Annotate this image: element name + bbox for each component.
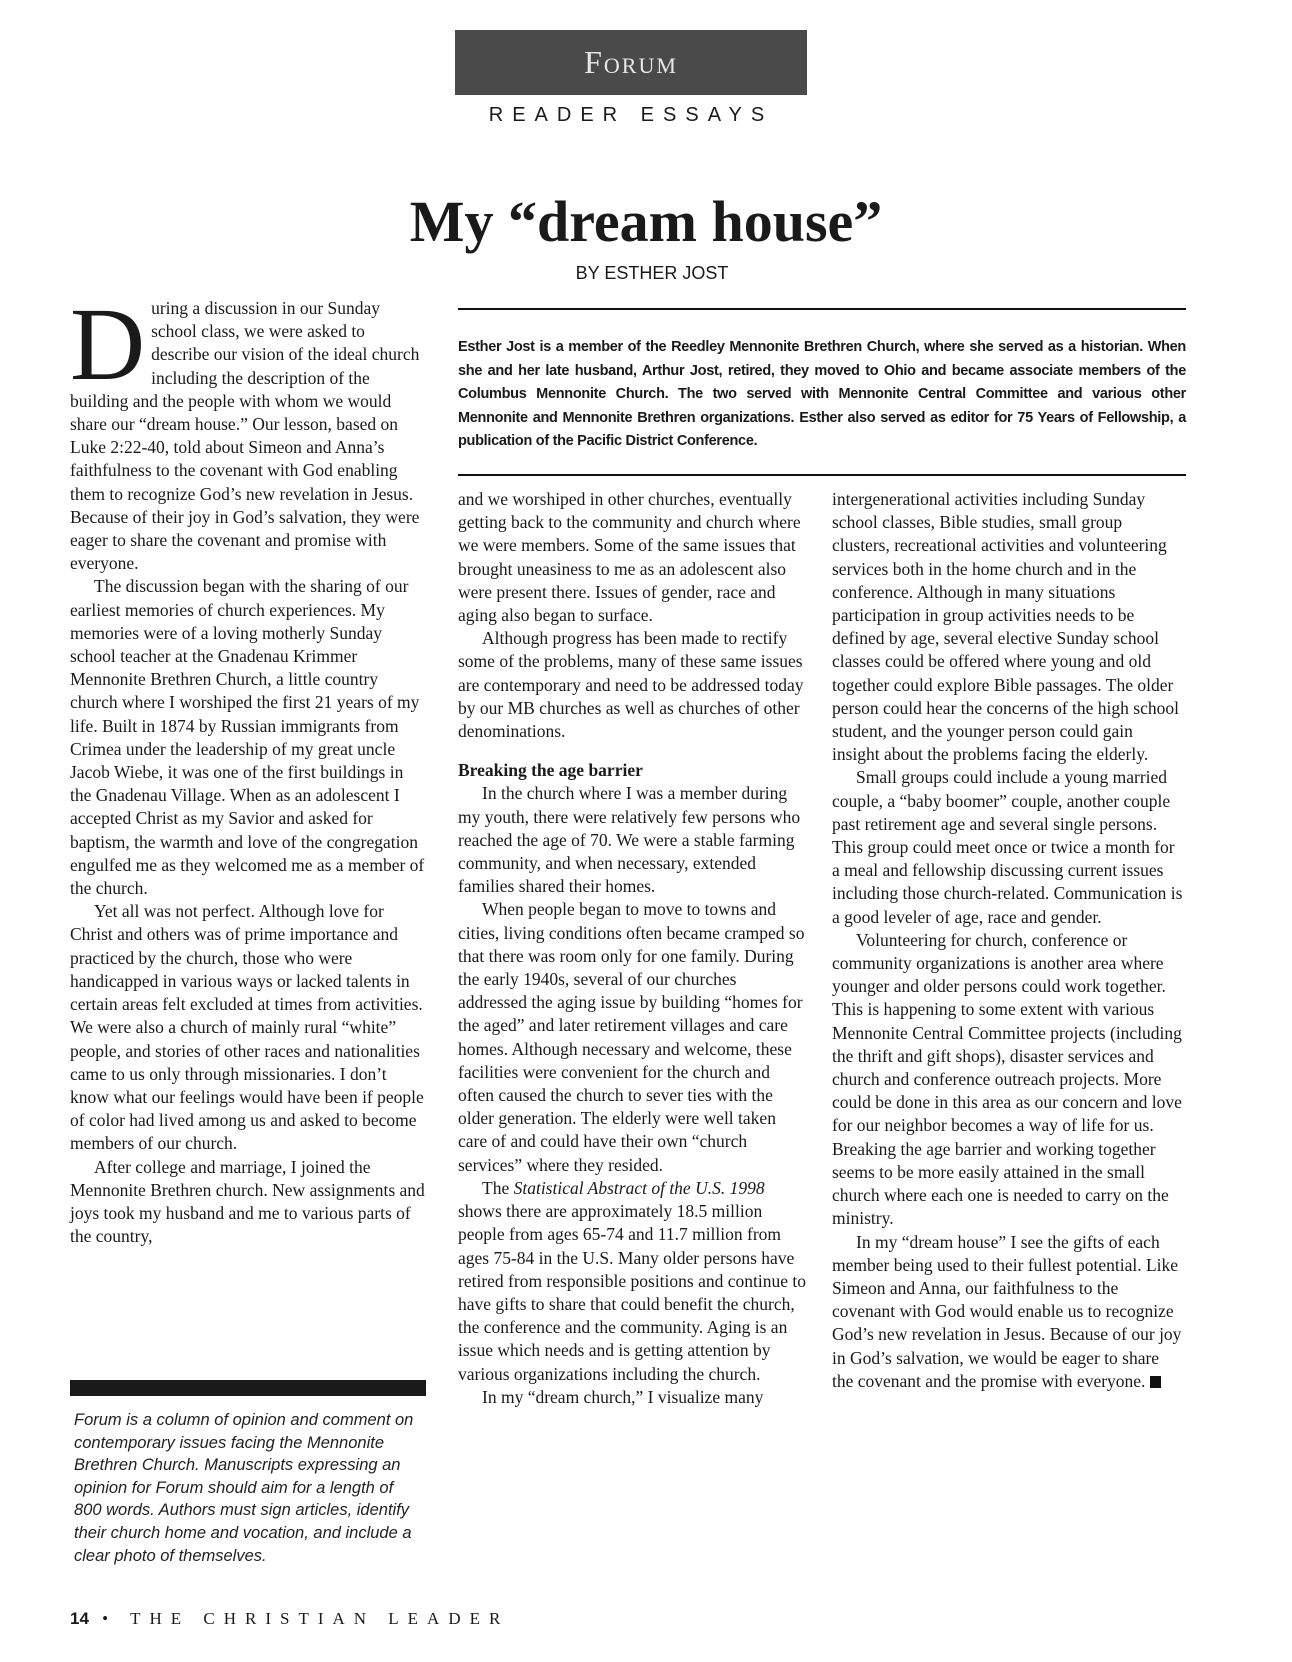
byline: BY ESTHER JOST [575, 263, 729, 283]
drop-cap: D [70, 287, 146, 402]
paragraph-11: intergenerational activities including Sunday school classes, Bible studies, small group clusters, recreational activities and volunteering services both in the home church and in the conference. Although in many situations participation in group activities needs to be defined by age, several elective Sunday school classes could be offered where young and old together could explore Bible passages. The older person could hear the concerns of the high school student, and the younger person could gain insight about the problems facing the elderly. [832, 489, 1179, 765]
column-2 [458, 488, 808, 1409]
page-footer [70, 1609, 509, 1629]
forum-label: Forum [584, 44, 678, 80]
paragraph-2: The discussion began with the sharing of our earliest memories of church experiences. My memories were of a loving motherly Sunday school teacher at the Gnadenau Krimmer Mennonite Brethren Church, a little country church where I worshiped the first 21 years of my life. Built in 1874 by Russian immigrants from Crimea under the leadership of my great uncle Jacob Wiebe, it was one of the first buildings in the Gnadenau Village. When as an adolescent I accepted Christ as my Savior and asked for baptism, the warmth and love of the congregation engulfed me as they welcomed me as a member of the church. [70, 576, 425, 899]
bio-bottom-rule [458, 474, 1186, 476]
page-number: 14 [70, 1609, 89, 1628]
paragraph-6: Although progress has been made to rectify some of the problems, many of these same issues are contemporary and need to be addressed today by our MB churches as well as churches of other denominations. [458, 628, 804, 742]
paragraph-7: In the church where I was a member during my youth, there were relatively few persons who reached the age of 70. We were a stable farming community, and when necessary, extended families shared their homes. [458, 783, 801, 897]
paragraph-14: In my “dream house” I see the gifts of each member being used to their fullest potential. Like Simeon and Anna, our faithfulness to the covenant with God would enable us to recognize God’s new revelation in Jesus. Because of our joy in God’s salvation, we would be eager to share the covenant and the promise with everyone. [832, 1231, 1182, 1391]
column-1 [70, 287, 426, 1248]
paragraph-5: and we worshiped in other churches, eventually getting back to the community and church where we were members. Some of the same issues that brought uneasiness to me as an adolescent also were present there. Issues of gender, race and aging also began to surface. [458, 489, 801, 626]
footer-separator: • [102, 1609, 118, 1628]
forum-note: Forum is a column of opinion and comment on contemporary issues facing the Mennonite Brethren Church. Manuscripts expressing an opinion for Forum should aim for a length of 800 words. Authors must sign articles, identify their church home and vocation, and include a clear photo of themselves. [74, 1411, 414, 1565]
forum-note-bar [70, 1380, 426, 1396]
author-bio: Esther Jost is a member of the Reedley Mennonite Brethren Church, where she served as a historian. When she and her late husband, Arthur Jost, retired, they moved to Ohio and became associate members of the Columbus Mennonite Church. The two served with Mennonite Central Committee and various other Mennonite and Mennonite Brethren organizations. Esther also served as editor for 75 Years of Fellowship, a publication of the Pacific District Conference. [458, 339, 1186, 449]
bio-top-rule [458, 308, 1186, 310]
publication-citation: Statistical Abstract of the U.S. 1998 [513, 1177, 765, 1198]
paragraph-10: In my “dream church,” I visualize many [482, 1386, 764, 1407]
section-label: READER ESSAYS [488, 104, 774, 126]
article-title: My “dream house” [409, 189, 883, 254]
paragraph-9: The Statistical Abstract of the U.S. 1998 shows there are approximately 18.5 million people from ages 65-74 and 11.7 million from ages 75-84 in the U.S. Many older persons have retired from responsible positions and continue to have gifts to share that could benefit the church, the conference and the community. Aging is an issue which needs and is getting attention by various organizations including the church. [458, 1177, 806, 1384]
paragraph-1: During a discussion in our Sunday school class, we were asked to describe our vision of the ideal church including the description of the building and the people with whom we would share our “dream house.” Our lesson, based on Luke 2:22-40, told about Simeon and Anna’s faithfulness to the covenant with God enabling them to recognize God’s new revelation in Jesus. Because of their joy in God’s salvation, they were eager to share the covenant and promise with everyone. [70, 287, 420, 574]
paragraph-13: Volunteering for church, conference or community organizations is another area where younger and older persons could work together. This is happening to some extent with various Mennonite Central Committee projects (including the thrift and gift shops), disaster services and church and conference outreach projects. More could be done in this area as our concern and love for our neighbor becomes a way of life for us. Breaking the age barrier and working together seems to be more easily attained in the small church where each one is needed to carry on the ministry. [832, 929, 1182, 1229]
paragraph-3: Yet all was not perfect. Although love for Christ and others was of prime importance and practiced by the church, those who were handicapped in various ways or lacked talents in certain areas felt excluded at times from activities. We were also a church of mainly rural “white” people, and stories of other races and nationalities came to us only through missionaries. I don’t know what our feelings would have been if people of color had lived among us and asked to become members of our church. [70, 901, 424, 1154]
end-mark-icon [1150, 1376, 1161, 1388]
paragraph-12: Small groups could include a young married couple, a “baby boomer” couple, another couple past retirement age and several single persons. This group could meet once or twice a month for a meal and fellowship discussing current issues including those church-related. Communication is a good leveler of age, race and gender. [832, 767, 1183, 927]
subhead: Breaking the age barrier [458, 760, 643, 781]
forum-header-box [455, 30, 807, 95]
paragraph-8: When people began to move to towns and cities, living conditions often became cramped so that there was room only for one family. During the early 1940s, several of our churches addressed the aging issue by building “homes for the aged” and later retirement villages and care homes. Although necessary and welcome, these facilities were convenient for the church and often caused the church to sever ties with the older generation. The elderly were well taken care of and could have their own “church services” where they resided. [458, 899, 805, 1175]
publication-name: THE CHRISTIAN LEADER [130, 1609, 510, 1628]
paragraph-4: After college and marriage, I joined the Mennonite Brethren church. New assignments and joys took my husband and me to various parts of the country, [70, 1156, 425, 1247]
column-3 [832, 488, 1184, 1393]
